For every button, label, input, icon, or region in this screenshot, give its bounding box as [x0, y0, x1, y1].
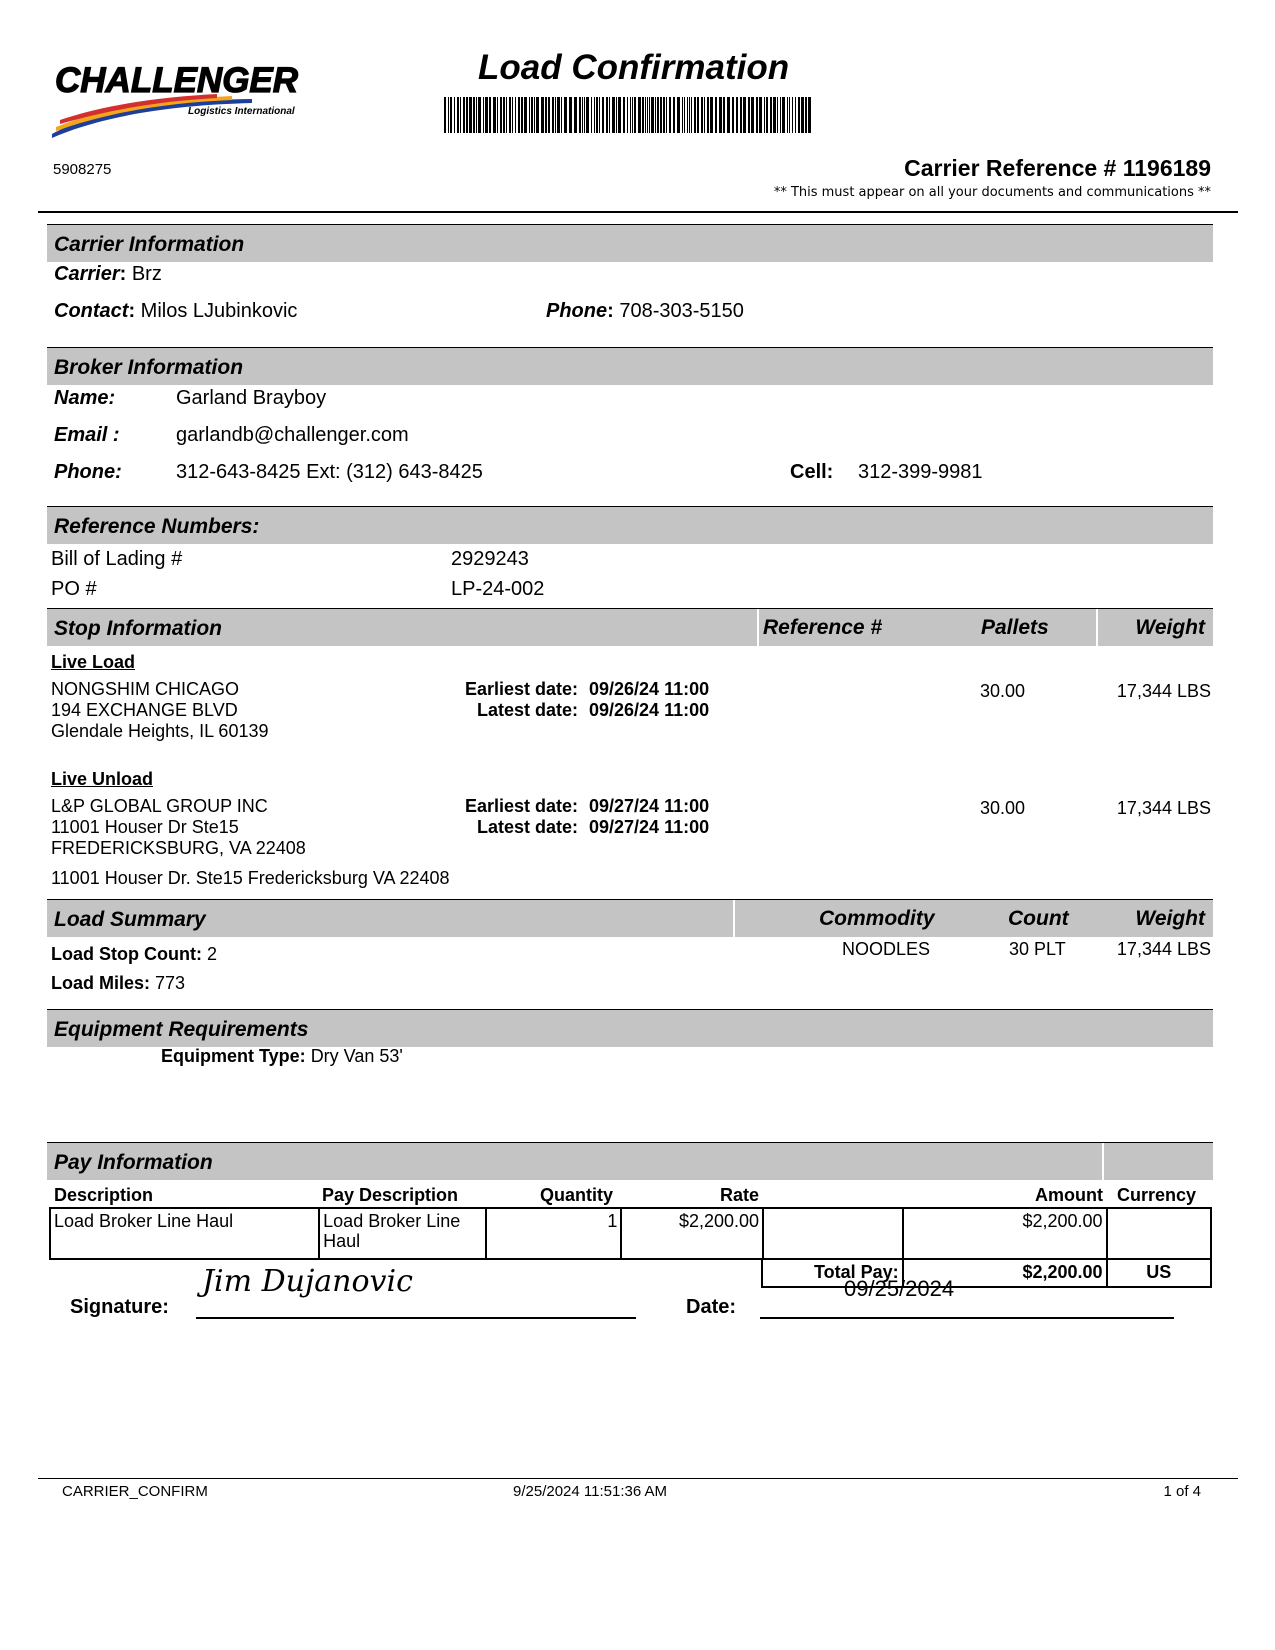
- summary-col-count: Count: [1008, 907, 1069, 930]
- load-miles-value: 773: [155, 973, 186, 993]
- barcode-bar: [682, 97, 683, 133]
- stop-earliest-value: 09/27/24 11:00: [589, 796, 710, 816]
- barcode-bar: [503, 97, 505, 133]
- barcode-bar: [649, 97, 650, 133]
- equipment-type: [161, 1046, 403, 1067]
- barcode-bar: [506, 97, 507, 133]
- carrier-reference: [904, 155, 1211, 182]
- signature-line: [196, 1317, 636, 1319]
- equipment-type-value: Dry Van 53': [310, 1046, 403, 1066]
- load-summary-header: [47, 899, 1213, 937]
- barcode-bar: [782, 97, 785, 133]
- broker-phone-value: 312-643-8425 Ext: (312) 643-8425: [176, 461, 483, 483]
- barcode-bar: [684, 97, 685, 133]
- total-pay-label: Total Pay:: [762, 1259, 903, 1287]
- barcode-bar: [489, 97, 491, 133]
- broker-cell-label: Cell:: [790, 461, 834, 483]
- pay-row-quantity: 1: [486, 1208, 622, 1259]
- barcode-bar: [473, 97, 475, 133]
- barcode-bar: [616, 97, 617, 133]
- stop-latest-label: Latest date:: [476, 700, 578, 720]
- load-miles: [51, 973, 185, 994]
- barcode-bar: [707, 97, 709, 133]
- barcode-bar: [764, 97, 765, 133]
- barcode-bar: [512, 97, 513, 133]
- barcode-bar: [444, 97, 446, 133]
- equipment-section-header: [47, 1009, 1213, 1047]
- contact-line: Contact: Milos LJubinkovic: [54, 300, 298, 322]
- barcode-bar: [642, 97, 644, 133]
- date-label: Date:: [686, 1296, 737, 1318]
- barcode-bar: [466, 97, 468, 133]
- barcode-bar: [584, 97, 585, 133]
- barcode-bar: [569, 97, 572, 133]
- carrier-label: Carrier: [54, 263, 120, 285]
- pay-row-currency: [1107, 1208, 1211, 1259]
- broker-cell-value: 312-399-9981: [858, 461, 983, 483]
- barcode-bar: [454, 97, 455, 133]
- broker-name-label: Name:: [54, 387, 116, 409]
- stop-earliest-value: 09/26/24 11:00: [589, 679, 710, 699]
- header-divider: [38, 211, 1238, 213]
- barcode-bar: [450, 97, 452, 133]
- barcode-bar: [732, 97, 734, 133]
- pay-col-rate: Rate: [719, 1185, 759, 1205]
- carrier-phone-value: 708-303-5150: [619, 300, 744, 322]
- barcode-bar: [591, 97, 592, 133]
- barcode-bar: [518, 97, 520, 133]
- barcode-bar: [497, 97, 498, 133]
- barcode-bar: [638, 97, 641, 133]
- barcode-bar: [557, 97, 560, 133]
- barcode-bar: [531, 97, 533, 133]
- barcode-bar: [463, 97, 465, 133]
- stop-section-header: [47, 608, 1213, 646]
- stop-section-title: Stop Information: [54, 617, 222, 640]
- stop-address-2: Glendale Heights, IL 60139: [51, 721, 269, 741]
- barcode-bar: [545, 97, 547, 133]
- stop-pallets: 30.00: [980, 681, 1026, 701]
- barcode-bar: [594, 97, 595, 133]
- barcode-bar: [478, 97, 481, 133]
- svg-text:Logistics International: Logistics International: [188, 106, 295, 117]
- barcode-bar: [632, 97, 633, 133]
- pay-section-title: Pay Information: [54, 1151, 213, 1174]
- equipment-section-title: Equipment Requirements: [54, 1018, 309, 1041]
- pay-col-description: Description: [54, 1185, 154, 1205]
- stop-latest-value: 09/27/24 11:00: [589, 817, 710, 837]
- company-logo: [52, 56, 312, 141]
- barcode-bar: [552, 97, 554, 133]
- signature-image: [202, 1264, 413, 1299]
- pay-col-pay-description: Pay Description: [322, 1185, 459, 1205]
- po-value: LP-24-002: [451, 578, 545, 600]
- pay-table: [49, 1207, 1212, 1260]
- carrier-section-header: [47, 224, 1213, 262]
- barcode-bar: [647, 97, 648, 133]
- barcode-bar: [792, 97, 793, 133]
- barcode-bar: [602, 97, 604, 133]
- barcode-bar: [691, 97, 692, 133]
- contact-label: Contact: [54, 300, 129, 322]
- barcode-bar: [673, 97, 675, 133]
- pay-row-description: Load Broker Line Haul: [50, 1208, 319, 1259]
- summary-weight: 17,344 LBS: [1116, 939, 1211, 959]
- barcode-bar: [710, 97, 713, 133]
- stop-earliest-label: Earliest date:: [464, 796, 578, 816]
- table-row: [50, 1208, 1211, 1259]
- barcode-bar: [596, 97, 598, 133]
- barcode-bar: [660, 97, 662, 133]
- barcode-bar: [500, 97, 502, 133]
- pay-row-rate: $2,200.00: [621, 1208, 763, 1259]
- barcode-bar: [483, 97, 484, 133]
- stop-name: NONGSHIM CHICAGO: [51, 679, 240, 699]
- barcode: [444, 97, 812, 133]
- reference-section-title: Reference Numbers:: [54, 515, 260, 538]
- carrier-line: Carrier: Brz: [54, 263, 162, 285]
- barcode-bar: [493, 97, 496, 133]
- pay-section-header: [47, 1142, 1213, 1180]
- barcode-bar: [801, 97, 804, 133]
- page-title: Load Confirmation: [478, 48, 790, 87]
- barcode-bar: [460, 97, 461, 133]
- stop-col-weight: Weight: [1135, 616, 1205, 639]
- summary-commodity: NOODLES: [842, 939, 931, 959]
- barcode-bar: [805, 97, 807, 133]
- barcode-bar: [697, 97, 699, 133]
- stop-note: 11001 Houser Dr. Ste15 Fredericksburg VA 22408: [51, 868, 450, 888]
- barcode-bar: [536, 97, 539, 133]
- barcode-bar: [529, 97, 530, 133]
- barcode-bar: [645, 97, 646, 133]
- barcode-bar: [756, 97, 758, 133]
- barcode-bar: [777, 97, 778, 133]
- broker-email-label: Email :: [54, 424, 120, 446]
- stop-col-reference: Reference #: [763, 616, 883, 639]
- stop-address-1: 194 EXCHANGE BLVD: [51, 700, 238, 720]
- bol-value: 2929243: [451, 548, 529, 570]
- stop-name: L&P GLOBAL GROUP INC: [51, 796, 268, 816]
- stop-col-pallets: Pallets: [981, 616, 1049, 639]
- bol-label: Bill of Lading #: [51, 548, 183, 570]
- barcode-bar: [677, 97, 680, 133]
- barcode-bar: [618, 97, 621, 133]
- document-number: 5908275: [53, 161, 112, 178]
- summary-col-commodity: Commodity: [819, 907, 935, 930]
- barcode-bar: [623, 97, 625, 133]
- barcode-bar: [694, 97, 696, 133]
- barcode-bar: [689, 97, 690, 133]
- load-stop-count-value: 2: [206, 944, 217, 964]
- barcode-bar: [521, 97, 523, 133]
- barcode-bar: [541, 97, 544, 133]
- barcode-bar: [457, 97, 459, 133]
- barcode-bar: [723, 97, 725, 133]
- barcode-bar: [599, 97, 600, 133]
- barcode-bar: [534, 97, 535, 133]
- carrier-phone-line: Phone: 708-303-5150: [546, 300, 744, 322]
- footer-divider: [38, 1478, 1238, 1479]
- barcode-bar: [651, 97, 654, 133]
- barcode-bar: [630, 97, 631, 133]
- carrier-reference-value: 1196189: [1122, 155, 1211, 181]
- broker-section-header: [47, 347, 1213, 385]
- barcode-bar: [727, 97, 730, 133]
- svg-text:CHALLENGER: CHALLENGER: [55, 61, 299, 100]
- barcode-bar: [561, 97, 562, 133]
- barcode-bar: [548, 97, 550, 133]
- stop-type: Live Unload: [51, 769, 154, 789]
- pay-row-blank: [763, 1208, 903, 1259]
- barcode-bar: [574, 97, 577, 133]
- stop-weight: 17,344 LBS: [1116, 681, 1211, 701]
- stop-latest-value: 09/26/24 11:00: [589, 700, 710, 720]
- equipment-type-label: Equipment Type:: [161, 1046, 306, 1066]
- load-stop-count: [51, 944, 217, 965]
- carrier-value: Brz: [131, 263, 162, 285]
- barcode-bar: [743, 97, 746, 133]
- barcode-bar: [669, 97, 671, 133]
- barcode-bar: [627, 97, 628, 133]
- barcode-bar: [773, 97, 776, 133]
- barcode-bar: [606, 97, 608, 133]
- barcode-bar: [555, 97, 556, 133]
- carrier-section-title: Carrier Information: [54, 233, 245, 256]
- barcode-bar: [564, 97, 567, 133]
- contact-value: Milos LJubinkovic: [140, 300, 298, 322]
- barcode-bar: [509, 97, 511, 133]
- stop-type: Live Load: [51, 652, 136, 672]
- barcode-bar: [657, 97, 659, 133]
- barcode-bar: [808, 97, 811, 133]
- reference-section-header: [47, 506, 1213, 544]
- total-pay-amount: $2,200.00: [903, 1259, 1107, 1287]
- barcode-bar: [612, 97, 615, 133]
- barcode-bar: [666, 97, 667, 133]
- barcode-bar: [634, 97, 636, 133]
- barcode-bar: [795, 97, 796, 133]
- barcode-bar: [770, 97, 772, 133]
- barcode-bar: [476, 97, 477, 133]
- pay-total-table: [761, 1258, 1212, 1288]
- broker-section-title: Broker Information: [54, 356, 244, 379]
- footer-form-id: CARRIER_CONFIRM: [62, 1483, 208, 1500]
- barcode-bar: [469, 97, 472, 133]
- barcode-bar: [748, 97, 750, 133]
- date-line: [760, 1317, 1174, 1319]
- barcode-bar: [715, 97, 717, 133]
- stop-address-2: FREDERICKSBURG, VA 22408: [51, 838, 306, 858]
- summary-col-weight: Weight: [1135, 907, 1205, 930]
- load-summary-title: Load Summary: [54, 908, 206, 931]
- broker-email-value: garlandb@challenger.com: [176, 424, 409, 446]
- stop-address-1: 11001 Houser Dr Ste15: [51, 817, 239, 837]
- barcode-bar: [780, 97, 781, 133]
- barcode-bar: [448, 97, 449, 133]
- stop-weight: 17,344 LBS: [1116, 798, 1211, 818]
- barcode-bar: [485, 97, 488, 133]
- barcode-bar: [787, 97, 788, 133]
- pay-row-amount: $2,200.00: [903, 1208, 1107, 1259]
- load-stop-count-label: Load Stop Count:: [51, 944, 202, 964]
- po-label: PO #: [51, 578, 97, 600]
- pay-col-amount: Amount: [1035, 1185, 1103, 1205]
- footer-timestamp: 9/25/2024 11:51:36 AM: [513, 1483, 668, 1500]
- barcode-bar: [789, 97, 790, 133]
- barcode-bar: [586, 97, 589, 133]
- barcode-bar: [687, 97, 688, 133]
- reference-notice: ** This must appear on all your documents and communications **: [773, 185, 1211, 200]
- barcode-bar: [579, 97, 581, 133]
- barcode-bar: [759, 97, 762, 133]
- footer-page: 1 of 4: [1163, 1483, 1201, 1500]
- stop-earliest-label: Earliest date:: [464, 679, 578, 699]
- barcode-bar: [736, 97, 738, 133]
- carrier-phone-label: Phone: [546, 300, 608, 322]
- summary-count: 30 PLT: [1009, 939, 1066, 959]
- broker-phone-label: Phone:: [54, 461, 122, 483]
- signature-text: Jim Dujanovic: [202, 1264, 413, 1299]
- barcode-bar: [701, 97, 703, 133]
- barcode-bar: [663, 97, 665, 133]
- pay-col-quantity: Quantity: [540, 1185, 614, 1205]
- barcode-bar: [798, 97, 800, 133]
- barcode-bar: [655, 97, 656, 133]
- barcode-bar: [719, 97, 722, 133]
- total-pay-currency: US: [1107, 1259, 1211, 1287]
- barcode-bar: [609, 97, 610, 133]
- barcode-bar: [740, 97, 742, 133]
- date-value: 09/25/2024: [844, 1276, 955, 1301]
- barcode-bar: [524, 97, 527, 133]
- barcode-bar: [751, 97, 754, 133]
- stop-pallets: 30.00: [980, 798, 1026, 818]
- stop-latest-label: Latest date:: [476, 817, 578, 837]
- broker-name-value: Garland Brayboy: [176, 387, 327, 409]
- signature-label: Signature:: [70, 1296, 169, 1318]
- pay-row-pay-description: Load Broker Line Haul: [319, 1208, 486, 1259]
- barcode-bar: [766, 97, 768, 133]
- table-row: [762, 1259, 1211, 1287]
- barcode-bar: [582, 97, 583, 133]
- pay-col-currency: Currency: [1117, 1185, 1197, 1205]
- carrier-reference-label: Carrier Reference #: [904, 155, 1117, 181]
- barcode-bar: [515, 97, 516, 133]
- load-miles-label: Load Miles:: [51, 973, 151, 993]
- barcode-bar: [704, 97, 705, 133]
